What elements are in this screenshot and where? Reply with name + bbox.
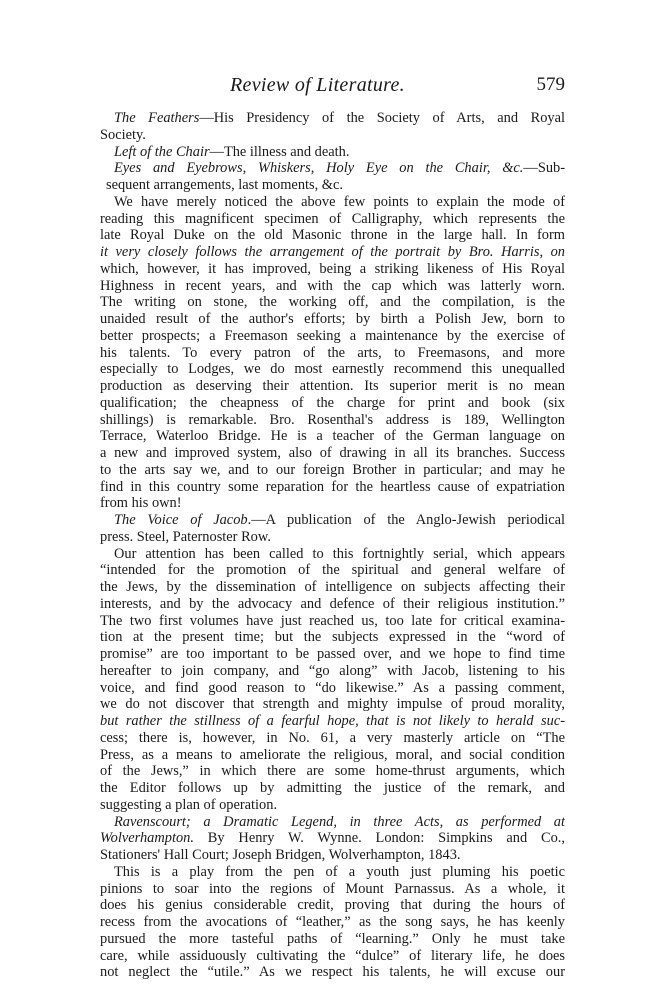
text-run: tion at the present time; but the subjects expressed in the “word of (100, 629, 565, 646)
text-line (100, 412, 565, 429)
text-line (100, 177, 565, 194)
text-line (100, 730, 565, 747)
text-line (100, 646, 565, 663)
text-run: a new and improved system, also of drawing in all its branches. Success (100, 445, 565, 461)
text-line (100, 562, 565, 579)
text-run: By Henry W. Wynne. London: Simpkins and Co., (193, 830, 565, 847)
text-line (100, 663, 565, 680)
text-line (100, 512, 565, 529)
italic-text: Ravenscourt; a Dramatic Legend, in three Acts, as performed at (114, 813, 565, 830)
text-run: Stationers' Hall Court; Joseph Bridgen, Wolverhampton, 1843. (100, 847, 461, 863)
running-header (100, 74, 565, 98)
text-line (100, 914, 565, 931)
text-run: the Jews, by the dissemination of intelligence on subjects affecting their (100, 579, 565, 595)
text-line (100, 110, 565, 127)
text-line (100, 864, 565, 881)
text-run: to the arts say we, and to our foreign Brother in particular; and may he (100, 461, 565, 478)
text-run: reading this magnificent specimen of Calligraphy, which represents the (100, 210, 565, 227)
text-run: interests, and by the advocacy and defence of their religious institution.” (100, 595, 565, 612)
text-line (100, 948, 565, 965)
text-line (100, 462, 565, 479)
italic-text: but rather the stillness of a fearful hope, that is not likely to herald suc- (100, 713, 565, 729)
text-run: cess; there is, however, in No. 61, a very masterly article on “The (100, 729, 565, 746)
text-line (100, 780, 565, 797)
text-line (100, 311, 565, 328)
text-line (100, 378, 565, 395)
text-run: Our attention has been called to this fortnightly serial, which appears (114, 545, 565, 562)
text-run: recess from the avocations of “leather,” as the song says, he has keenly (100, 914, 565, 930)
text-run: his talents. To every patron of the arts, to Freemasons, and more (100, 344, 565, 361)
text-run: care, while assiduously cultivating the “dulce” of literary life, he does (100, 947, 565, 964)
text-run: .—A publication of the Anglo-Jewish periodical (247, 512, 565, 528)
text-line (100, 964, 565, 981)
text-run: from his own! (100, 495, 182, 512)
text-line (100, 747, 565, 764)
text-line (100, 244, 565, 261)
text-line (100, 763, 565, 780)
text-line (100, 328, 565, 345)
text-run: the Editor follows up by admitting the justice of the remark, and (100, 780, 565, 796)
text-run: —The illness and death. (209, 143, 350, 160)
text-line (100, 160, 565, 177)
text-line (100, 546, 565, 563)
text-run: The two first volumes have just reached us, too late for critical examina- (100, 612, 565, 629)
text-line (100, 211, 565, 228)
italic-text: The Feathers (114, 110, 200, 126)
text-run: suggesting a plan of operation. (100, 796, 278, 813)
text-run: Highness in recent years, and with the cap which was latterly worn. (100, 277, 565, 294)
text-run: which, however, it has improved, being a striking likeness of His Royal (100, 260, 565, 277)
text-run: Terrace, Waterloo Bridge. He is a teacher of the German language on (100, 428, 565, 445)
text-run: better prospects; a Freemason seeking a maintenance by the exercise of (100, 327, 565, 344)
italic-text: Eyes and Eyebrows, Whiskers, Holy Eye on the Chair, &c. (114, 160, 524, 177)
text-run: especially to Lodges, we do most earnestly recommend this unequalled (100, 361, 565, 378)
text-run: press. Steel, Paternoster Row. (100, 528, 271, 545)
text-run: of the Jews,” in which there are some home-thrust arguments, which (100, 763, 565, 780)
text-line (100, 680, 565, 697)
text-line (100, 278, 565, 295)
text-run: pinions to soar into the regions of Mount Parnassus. As a whole, it (100, 880, 565, 897)
text-line (100, 881, 565, 898)
text-line (100, 931, 565, 948)
text-line (100, 897, 565, 914)
italic-text: The Voice of Jacob (114, 512, 248, 528)
text-line (100, 814, 565, 831)
text-run: pursued the more tasteful paths of “learning.” Only he must take (100, 930, 565, 947)
text-run: Press, as a means to ameliorate the religious, moral, and social condition (100, 746, 565, 763)
text-run: promise” are too important to be passed over, and we hope to find time (100, 646, 565, 662)
italic-text: Left of the Chair (114, 143, 210, 160)
text-line (100, 345, 565, 362)
text-run: “intended for the promotion of the spiritual and general welfare of (100, 562, 565, 579)
text-line (100, 428, 565, 445)
text-run: —His Presidency of the Society of Arts, and Royal (199, 110, 565, 126)
text-line (100, 629, 565, 646)
text-run: we do not discover that strength and mighty impulse of proud morality, (100, 696, 565, 713)
text-line (100, 361, 565, 378)
text-line (100, 127, 565, 144)
text-run: late Royal Duke on the old Masonic throne in the large hall. In form (100, 227, 565, 244)
text-run: We have merely noticed the above few points to explain the mode of (114, 193, 565, 210)
text-run: not neglect the “utile.” As we respect his talents, he will excuse our (100, 964, 565, 981)
text-line (100, 479, 565, 496)
text-line (100, 495, 565, 512)
text-run: voice, and find good reason to “do likewise.” As a passing comment, (100, 679, 565, 696)
text-run: does his genius considerable credit, proving that during the hours of (100, 897, 565, 914)
text-line (100, 713, 565, 730)
text-run: shillings) is remarkable. Bro. Rosenthal's address is 189, Wellington (100, 411, 565, 428)
italic-text: Wolverhampton. (100, 830, 194, 847)
text-line (100, 579, 565, 596)
text-run: —Sub- (523, 160, 565, 177)
text-line (100, 596, 565, 613)
text-run: sequent arrangements, last moments, &c. (106, 177, 343, 193)
text-line (100, 445, 565, 462)
text-run: production as deserving their attention. Its superior merit is no mean (100, 378, 565, 394)
text-line (100, 294, 565, 311)
text-run: unaided result of the author's efforts; by birth a Polish Jew, born to (100, 311, 565, 327)
text-line (100, 847, 565, 864)
page-number: 579 (536, 74, 565, 95)
text-line (100, 613, 565, 630)
text-line (100, 395, 565, 412)
text-run: find in this country some reparation for the heartless cause of expatriation (100, 478, 565, 495)
text-line (100, 261, 565, 278)
text-line (100, 227, 565, 244)
text-run: This is a play from the pen of a youth just pluming his poetic (114, 863, 565, 880)
text-line (100, 830, 565, 847)
italic-text: it very closely follows the arrangement of the portrait by Bro. Harris, on (100, 244, 565, 260)
text-run: qualification; the cheapness of the charge for print and book (six (100, 394, 565, 411)
text-line (100, 696, 565, 713)
text-line (100, 144, 565, 161)
text-run: Society. (100, 126, 146, 143)
body-text (100, 110, 565, 981)
text-run: hereafter to join company, and “go along” with Jacob, listening to his (100, 662, 565, 679)
text-line (100, 529, 565, 546)
text-line (100, 797, 565, 814)
text-run: The writing on stone, the working off, and the compilation, is the (100, 294, 565, 311)
running-title: Review of Literature. (230, 74, 405, 96)
text-line (100, 194, 565, 211)
